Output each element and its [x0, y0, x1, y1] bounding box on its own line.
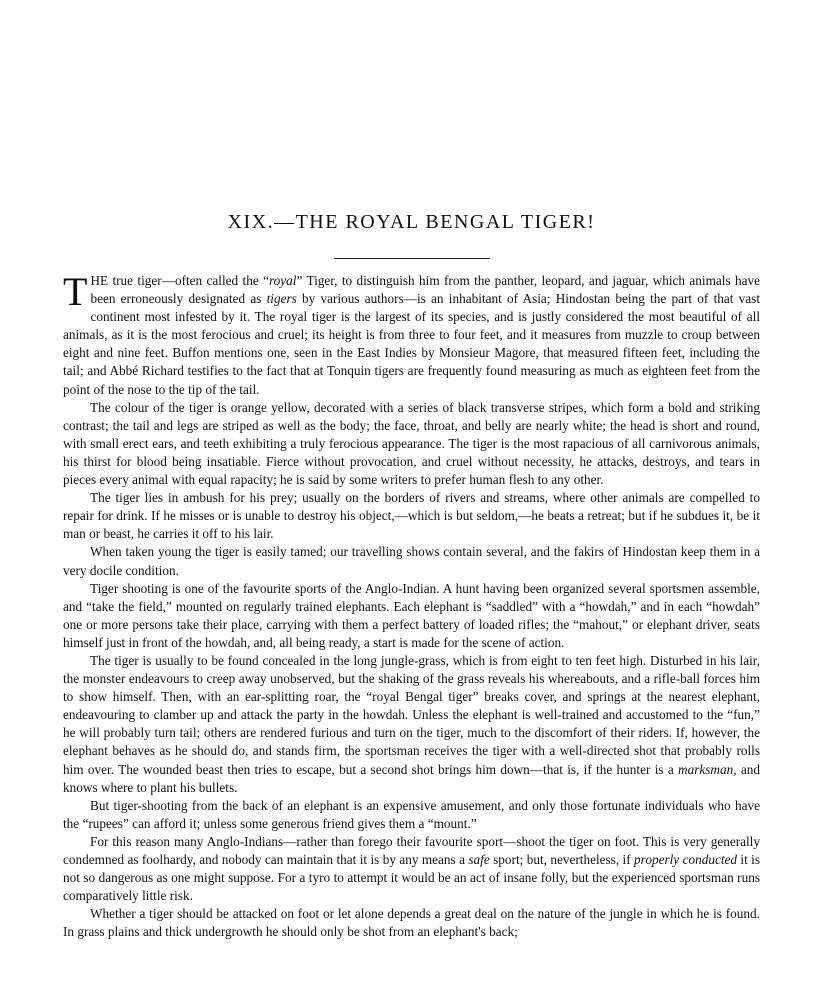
paragraph-4: When taken young the tiger is easily tamed; our travelling shows contain several, and the fakirs of Hindostan keep them in a very docile condition. — [63, 544, 760, 578]
paragraph-1-text-a: HE true tiger—often called the “ — [90, 273, 269, 288]
title-rule — [334, 258, 490, 259]
emphasis-properly-conducted: properly conducted — [634, 852, 738, 867]
paragraph-1 — [63, 269, 761, 399]
paragraph-1-text-c: by various authors—is an inhabitant of Asia; Hindostan being the part of that vast continent most infested by it. The royal tiger is the largest of its species, and is justly considered the most beautiful of all animals, as it is the most ferocious and cruel; its height is from three to four feet, and it measures from muzzle to croup between eight and nine feet. Buffon mentions one, seen in the East Indies by Monsieur Magore, that measured fifteen feet, including the tail; and Abbé Richard testifies to the fact that at Tonquin tigers are frequently found measuring as much as eighteen feet from the point of the nose to the tip of the tail. — [63, 291, 761, 397]
paragraph-6-text-a: The tiger is usually to be found concealed in the long jungle-grass, which is from eight to ten feet high. Disturbed in his lair, the monster endeavours to creep away unobserved, but the shaking of the grass reveals his whereabouts, and a rifle-ball forces him to show himself. Then, with an ear-splitting roar, the “royal Bengal tiger” breaks cover, and springs at the nearest elephant, endeavouring to clamber up and attack the party in the howdah. Unless the elephant is well-trained and accustomed to the “fun,” he will probably turn tail; others are rendered furious and turn on the tiger, much to the discomfort of their riders. If, however, the elephant behaves as he should do, and stands firm, the sportsman receives the tiger with a well-directed shot that probably rolls him over. The wounded beast then tries to escape, but a second shot brings him down—that is, if the hunter is a — [63, 652, 760, 777]
drop-cap: T — [63, 269, 88, 314]
paragraph-1-text-b: ” Tiger, to distinguish him from the panther, leopard, and jaguar, which animals have been erroneously designated as — [90, 273, 761, 307]
paragraph-3: The tiger lies in ambush for his prey; usually on the borders of rivers and streams, where other animals are compelled to repair for drink. If he misses or is unable to destroy his object,—which is but seldom,—he beats a retreat; but if he subdues it, be it man or beast, he carries it off to his lair. — [63, 490, 760, 542]
paragraph-6-text-b: , and knows where to plant his bullets. — [63, 761, 760, 795]
emphasis-royal: royal — [268, 273, 297, 288]
paragraph-8-text-c: it is not so dangerous as one might suppose. For a tyro to attempt it would be an act of insane folly, but the experienced sportsman runs comparatively little risk. — [63, 852, 761, 904]
article-body — [63, 269, 761, 941]
emphasis-tigers: tigers — [266, 291, 297, 307]
paragraph-5: Tiger shooting is one of the favourite sports of the Anglo-Indian. A hunt having been organized several sportsmen assemble, and “take the field,” mounted on regularly trained elephants. Each elephant is “saddled” with a “howdah,” and in each “howdah” one or more persons take their place, carrying with them a perfect battery of loaded rifles; the “mahout,” or elephant driver, seats himself just in front of the howdah, and, all being ready, a start is made for the scene of action. — [63, 580, 760, 650]
chapter-title: XIX.—THE ROYAL BENGAL TIGER! — [227, 211, 596, 233]
paragraph-8-text-b: sport; but, nevertheless, if — [489, 852, 635, 867]
paragraph-8 — [63, 833, 760, 905]
emphasis-marksman: marksman — [678, 761, 734, 777]
paragraph-6 — [63, 652, 760, 797]
emphasis-safe: safe — [468, 852, 490, 867]
paragraph-2: The colour of the tiger is orange yellow, decorated with a series of black transverse stripes, which form a bold and striking contrast; the tail and legs are striped as well as the body; the face, throat, and belly are nearly white; the head is short and round, with small erect ears, and teeth exhibiting a truly ferocious appearance. The tiger is the most rapacious of all carnivorous animals, his thirst for blood being insatiable. Fierce without provocation, and cruel without necessity, he attacks, destroys, and tears in pieces every animal with equal rapacity; he is said by some writers to prefer human flesh to any other. — [63, 399, 760, 488]
paragraph-7: But tiger-shooting from the back of an elephant is an expensive amusement, and only those fortunate individuals who have the “rupees” can afford it; unless some generous friend gives them a “mount.” — [63, 797, 760, 831]
paragraph-9: Whether a tiger should be attacked on foot or let alone depends a great deal on the nature of the jungle in which he is found. In grass plains and thick undergrowth he should only be shot from an elephant's back; — [63, 906, 760, 940]
paragraph-8-text-a: For this reason many Anglo-Indians—rather than forego their favourite sport—shoot the tiger on foot. This is very generally condemned as foolhardy, and nobody can maintain that it is by any means a — [63, 833, 760, 867]
